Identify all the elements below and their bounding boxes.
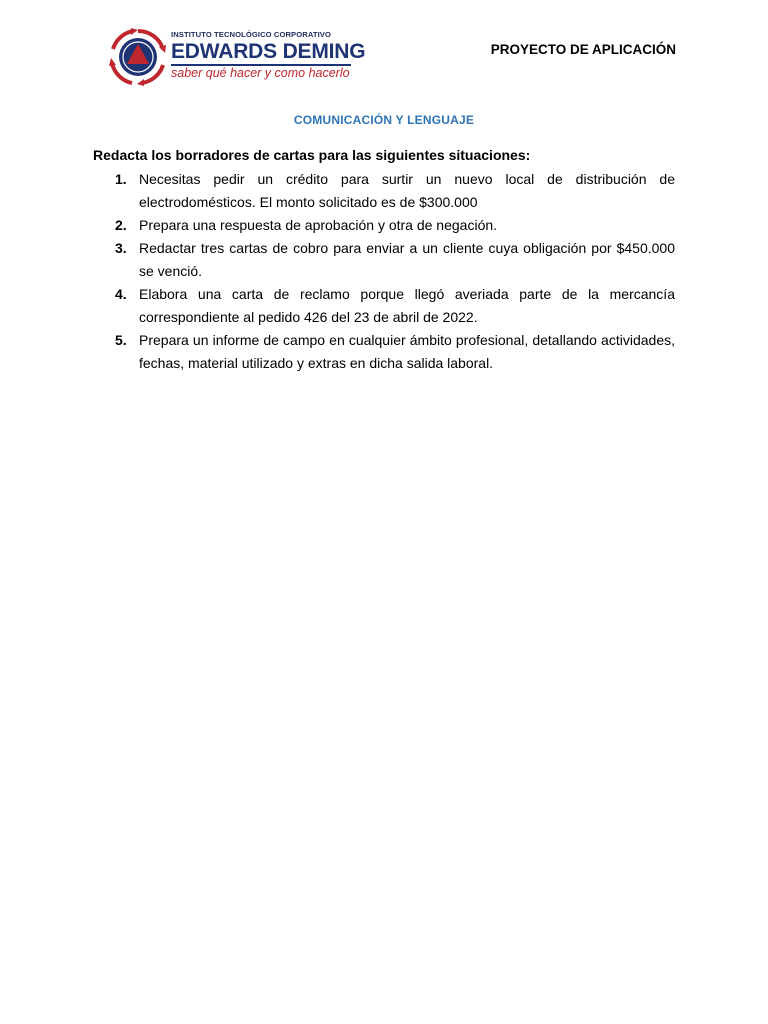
task-number: 2. — [115, 217, 127, 233]
task-text: Prepara un informe de campo en cualquier ámbito profesional, detallando actividades, fechas, material utilizado y extras en dicha salida laboral. — [139, 332, 675, 371]
task-text: Necesitas pedir un crédito para surtir un nuevo local de distribución de electrodomésticos. El monto solicitado es de $300.000 — [139, 171, 675, 210]
instructions-heading: Redacta los borradores de cartas para las siguientes situaciones: — [93, 147, 531, 163]
logo-institute-text: INSTITUTO TECNOLÓGICO CORPORATIVO — [171, 30, 331, 39]
logo-emblem-icon — [107, 27, 169, 87]
subject-heading: COMUNICACIÓN Y LENGUAJE — [293, 113, 475, 127]
task-number: 1. — [115, 171, 127, 187]
task-text: Elabora una carta de reclamo porque llegó averiada parte de la mercancía correspondiente al pedido 426 del 23 de abril de 2022. — [139, 286, 675, 325]
task-item — [115, 283, 675, 329]
task-number: 3. — [115, 240, 127, 256]
task-text: Prepara una respuesta de aprobación y otra de negación. — [139, 217, 498, 233]
logo-slogan-text: saber qué hacer y como hacerlo — [171, 66, 350, 80]
logo-name-text: EDWARDS DEMING — [171, 40, 366, 63]
task-number: 5. — [115, 332, 127, 348]
project-title: PROYECTO DE APLICACIÓN — [490, 42, 676, 57]
task-text: Redactar tres cartas de cobro para enviar a un cliente cuya obligación por $450.000 se venció. — [139, 240, 675, 279]
task-item — [115, 329, 675, 375]
task-item — [115, 168, 675, 214]
institute-logo — [107, 27, 366, 87]
task-number: 4. — [115, 286, 127, 302]
task-list — [115, 168, 675, 375]
task-item — [115, 237, 675, 283]
task-item — [115, 214, 675, 237]
